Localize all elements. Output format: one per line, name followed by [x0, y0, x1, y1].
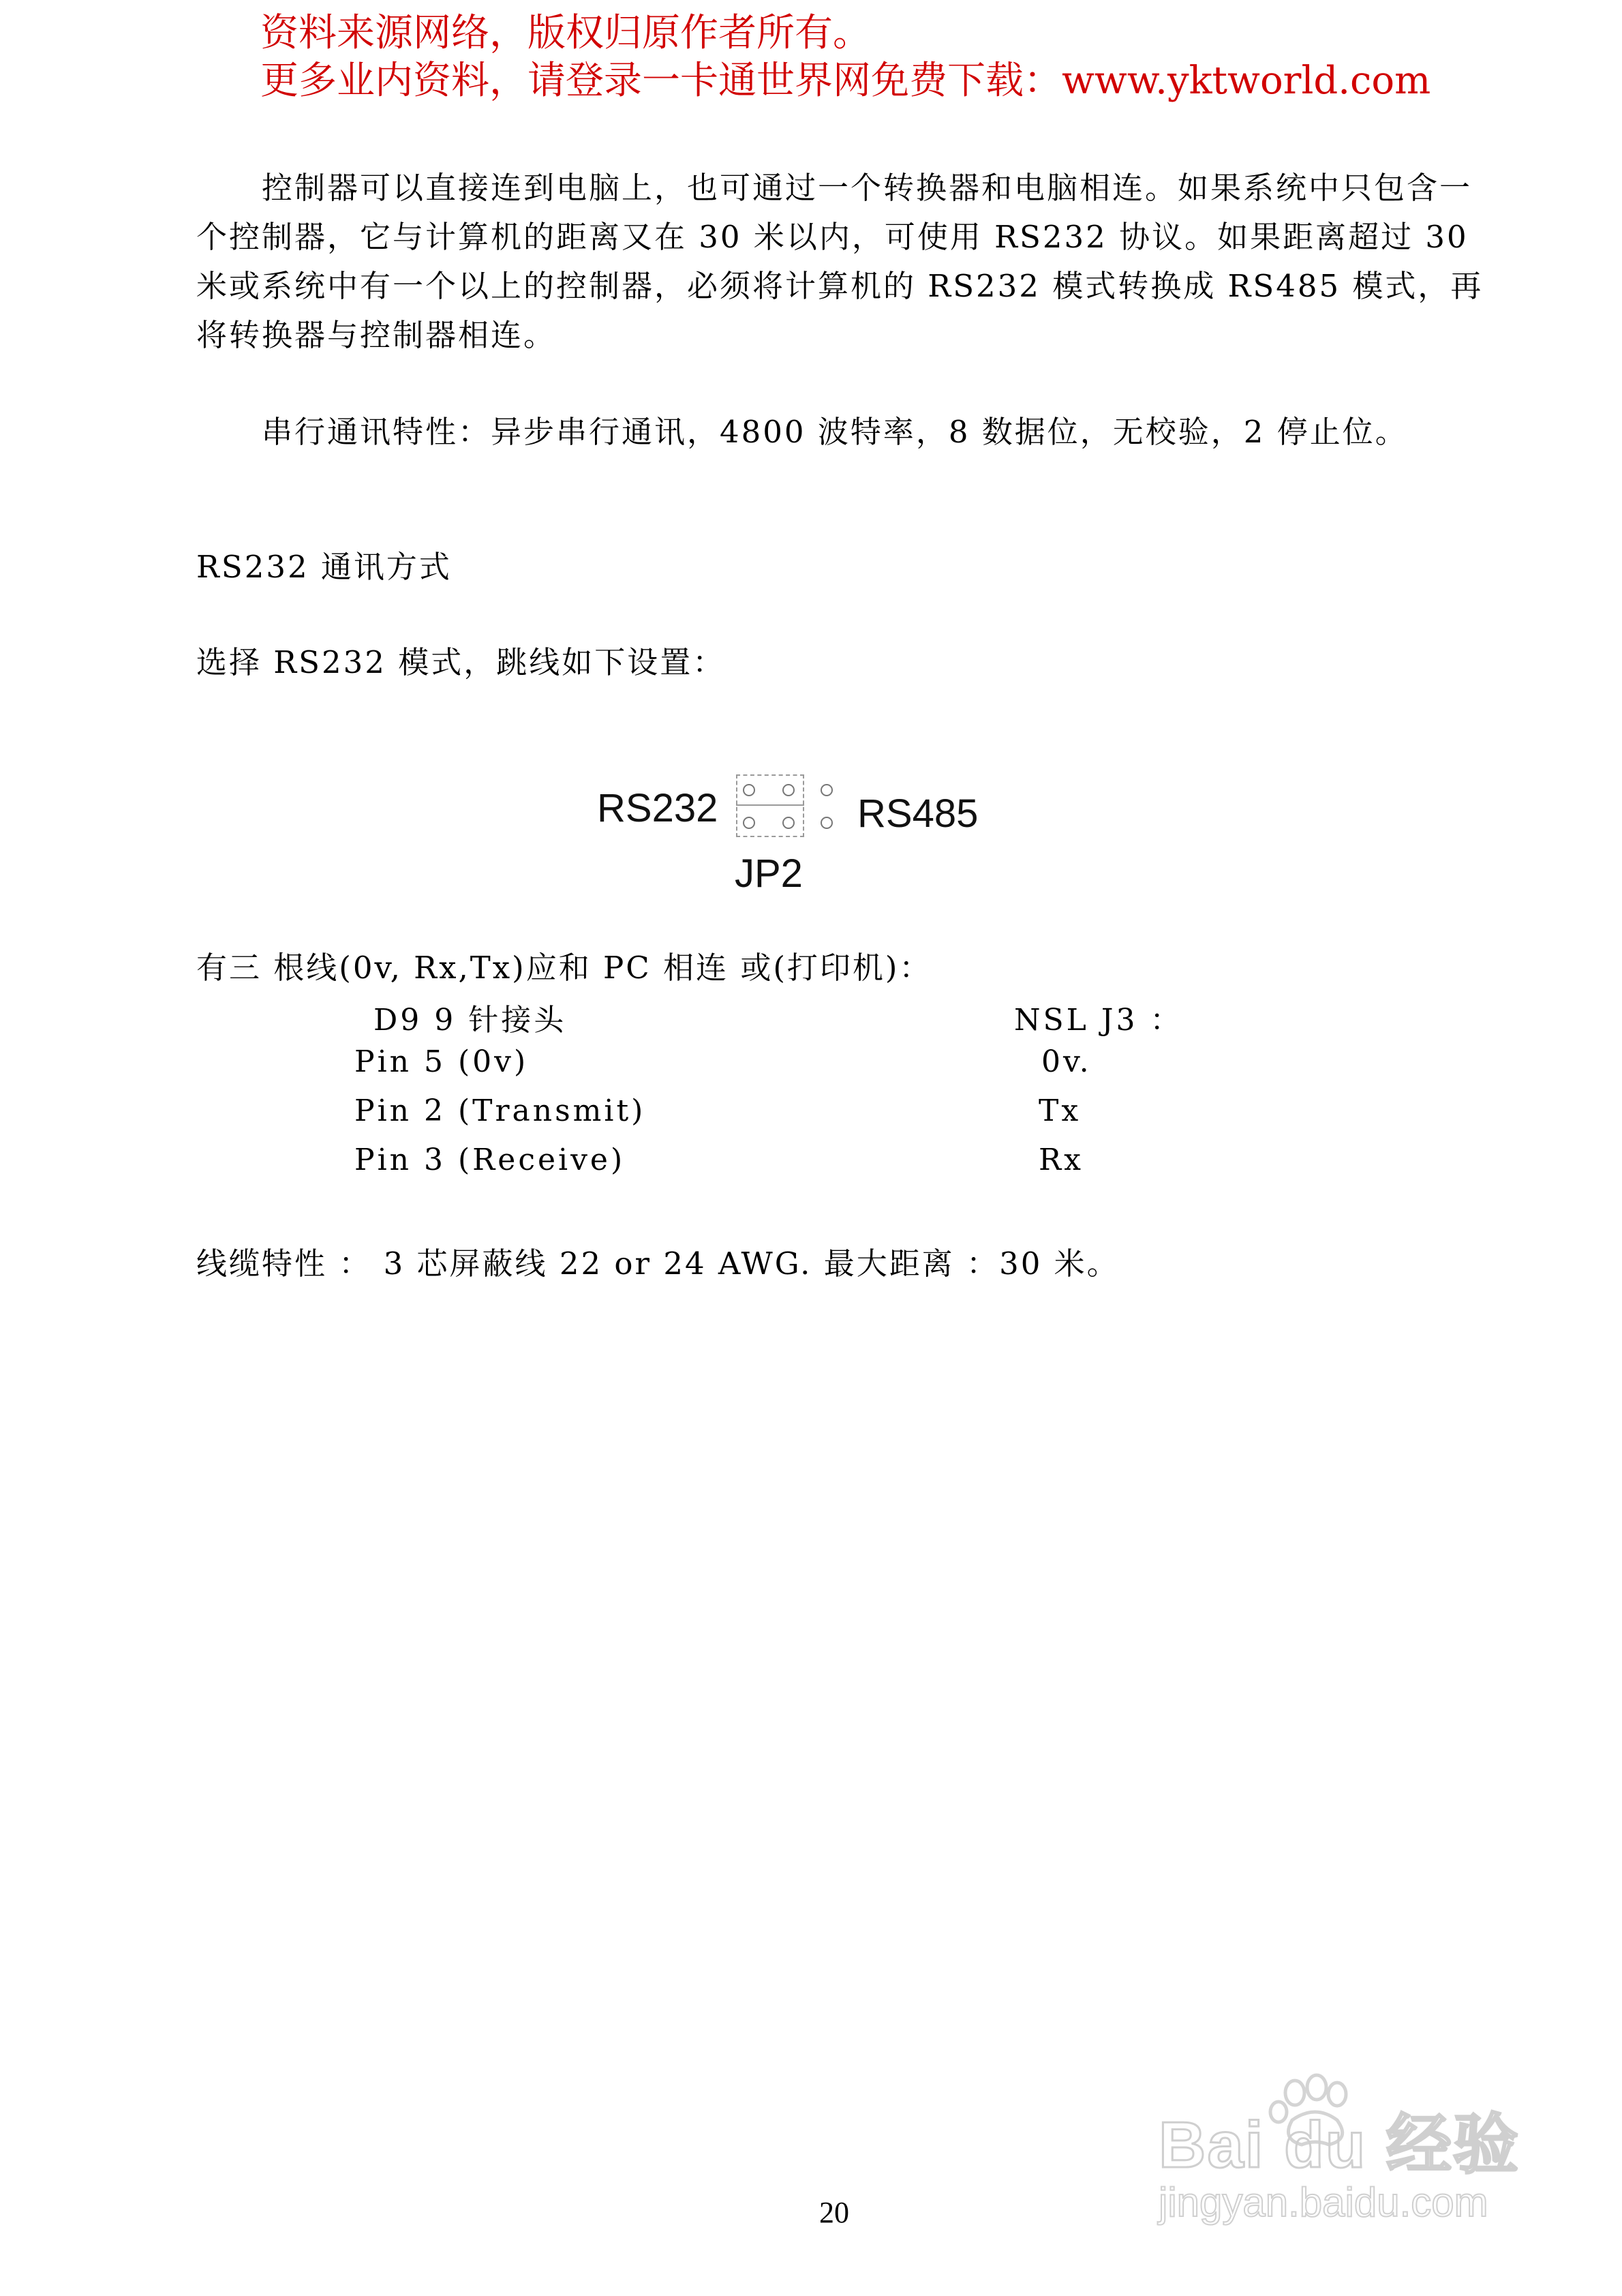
paragraph-line: 个控制器，它与计算机的距离又在 30 米以内，可使用 RS232 协议。如果距离超过 30: [196, 219, 1469, 255]
wires-intro: 有三 根线(0v, Rx,Tx)应和 PC 相连 或(打印机)：: [196, 950, 932, 986]
jumper-label-rs485: RS485: [857, 791, 979, 836]
pin-table-cell-left: Pin 5 (0v): [354, 1044, 529, 1079]
pin-table-cell-right: Tx: [1039, 1093, 1082, 1128]
pin-table-cell-left: Pin 3 (Receive): [354, 1143, 626, 1177]
page-number: 20: [819, 2196, 849, 2229]
header-line-1: 资料来源网络，版权归原作者所有。: [260, 11, 871, 55]
pin-table-header-left: D9 9 针接头: [373, 1003, 567, 1038]
pin-table-cell-right: 0v.: [1041, 1044, 1092, 1079]
baidu-watermark-url: jingyan.baidu.com: [1159, 2179, 1488, 2225]
jumper-pin: [782, 784, 795, 796]
jumper-pin: [821, 817, 833, 829]
jumper-divider: [736, 804, 804, 806]
jumper-name: JP2: [735, 851, 803, 896]
pin-table-header-right: NSL J3 ：: [1014, 1003, 1183, 1038]
jumper-label-rs232: RS232: [597, 786, 718, 830]
section-title: RS232 通讯方式: [196, 549, 452, 585]
paragraph-line: 将转换器与控制器相连。: [196, 317, 557, 353]
cable-spec: 线缆特性 ： 3 芯屏蔽线 22 or 24 AWG. 最大距离 ：30 米。: [196, 1245, 1120, 1282]
jumper-pin: [743, 784, 755, 796]
baidu-logo-text: Bai du 经验: [1159, 2109, 1520, 2181]
serial-spec: 串行通讯特性：异步串行通讯，4800 波特率，8 数据位，无校验，2 停止位。: [262, 414, 1408, 450]
paragraph-line: 米或系统中有一个以上的控制器，必须将计算机的 RS232 模式转换成 RS485 模式，再: [196, 268, 1484, 304]
select-mode-text: 选择 RS232 模式，跳线如下设置：: [196, 644, 726, 680]
jumper-pin: [743, 817, 755, 829]
baidu-watermark-logo: [1159, 2072, 1540, 2181]
paragraph-line: 控制器可以直接连到电脑上，也可通过一个转换器和电脑相连。如果系统中只包含一: [262, 170, 1473, 206]
jumper-pin: [821, 784, 833, 796]
jumper-pin: [782, 817, 795, 829]
pin-table-cell-left: Pin 2 (Transmit): [354, 1093, 646, 1128]
intro-paragraph: [196, 164, 1484, 360]
header-line-2: 更多业内资料，请登录一卡通世界网免费下载：www.yktworld.com: [260, 59, 1431, 103]
pin-table-cell-right: Rx: [1039, 1143, 1084, 1177]
